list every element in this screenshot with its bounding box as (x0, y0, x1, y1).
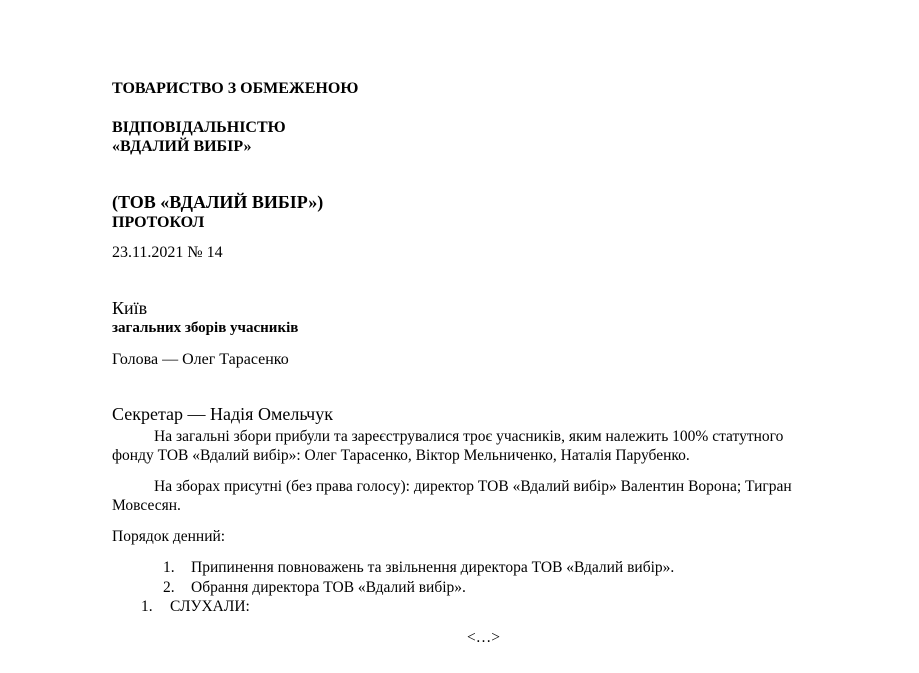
date-number: 23.11.2021 № 14 (112, 244, 223, 261)
org-name-line1: ТОВАРИСТВО З ОБМЕЖЕНОЮ (112, 80, 359, 97)
omission-marker: <…> (467, 629, 500, 646)
org-name-line3: «ВДАЛИЙ ВИБІР» (112, 138, 252, 155)
chair-line: Голова — Олег Тарасенко (112, 351, 289, 368)
document-type: ПРОТОКОЛ (112, 214, 205, 231)
paragraph-2-line1: На зборах присутні (без права голосу): директор ТОВ «Вдалий вибір» Валентин Ворона; Тигран (154, 478, 792, 495)
secretary-line: Секретар — Надія Омельчук (112, 404, 333, 424)
agenda-item-text: Обрання директора ТОВ «Вдалий вибір». (191, 579, 466, 596)
paragraph-2-line2: Мовсесян. (112, 497, 181, 514)
org-short-name: (ТОВ «ВДАЛИЙ ВИБІР») (112, 192, 324, 212)
agenda-item-number: 1. (163, 559, 175, 576)
agenda-item-number: 2. (163, 579, 175, 596)
paragraph-1-line1: На загальні збори прибули та зареєструвалися троє учасників, яким належить 100% статутного (154, 428, 784, 445)
section-1-title: СЛУХАЛИ: (170, 598, 250, 615)
place: Київ (112, 298, 148, 318)
document-subtitle: загальних зборів учасників (112, 320, 299, 336)
paragraph-1-line2: фонду ТОВ «Вдалий вибір»: Олег Тарасенко, Віктор Мельниченко, Наталія Парубенко. (112, 447, 690, 464)
agenda-title: Порядок денний: (112, 528, 226, 545)
section-1-number: 1. (141, 598, 153, 615)
agenda-item-text: Припинення повноважень та звільнення директора ТОВ «Вдалий вибір». (191, 559, 675, 576)
org-name-line2: ВІДПОВІДАЛЬНІСТЮ (112, 119, 286, 136)
